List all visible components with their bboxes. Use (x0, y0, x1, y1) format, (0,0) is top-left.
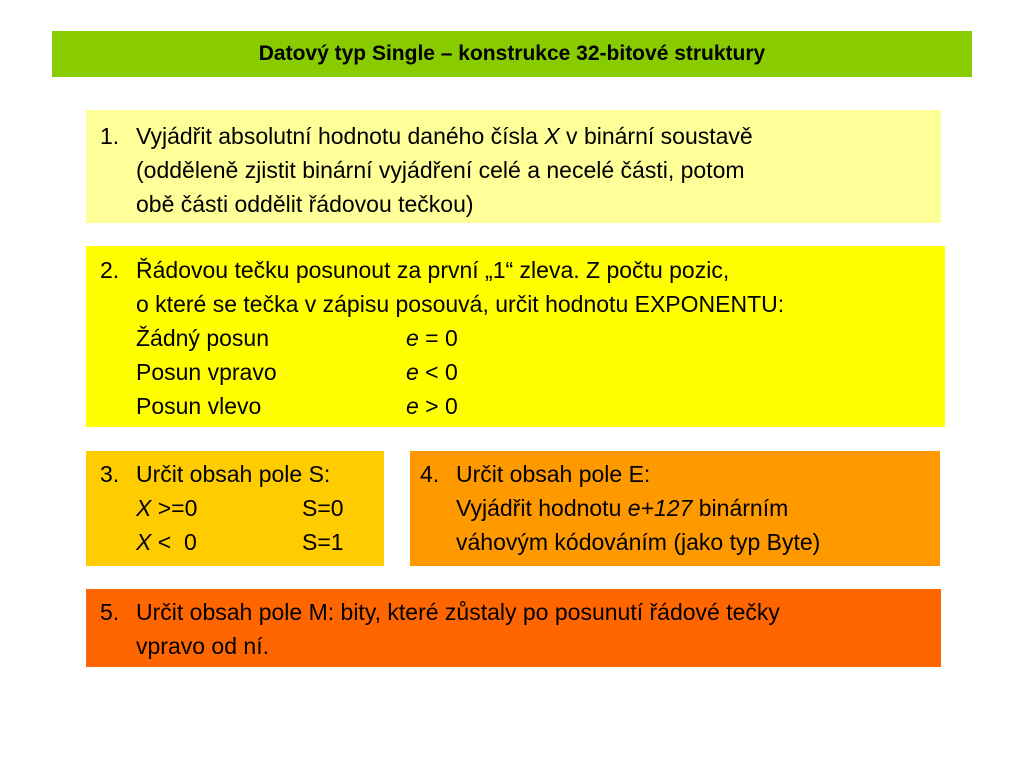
sign-row (136, 525, 376, 559)
step-4-line-1: Určit obsah pole E: (456, 461, 651, 487)
exponent-row-relation: > 0 (418, 393, 458, 419)
step-1-number: 1. (100, 123, 120, 149)
step-5-line-2: vpravo od ní. (136, 633, 269, 659)
sign-row-condition: >=0 (151, 495, 198, 521)
step-3-line-1: Určit obsah pole S: (136, 461, 331, 487)
step-1-box (86, 110, 941, 223)
exponent-row-variable: e (406, 359, 419, 385)
sign-row-variable: X (136, 529, 152, 555)
step-3-box (86, 451, 384, 566)
sign-row-result: S=0 (302, 495, 344, 521)
slide-title-bar (52, 31, 972, 77)
sign-row (136, 491, 376, 525)
step-2-line-2: o které se tečka v zápisu posouvá, určit hodnotu EXPONENTU: (136, 291, 785, 317)
sign-row-variable: X (136, 495, 152, 521)
step-2-line-1: Řádovou tečku posunout za první „1“ zleva. Z počtu pozic, (136, 257, 730, 283)
step-2-box (86, 246, 945, 427)
step-5-line-1: Určit obsah pole M: bity, které zůstaly po posunutí řádové tečky (136, 599, 780, 625)
step-4-text: Vyjádřit hodnotu (456, 495, 628, 521)
step-1-line-2: (odděleně zjistit binární vyjádření celé a necelé části, potom (136, 157, 745, 183)
step-1-line-3: obě části oddělit řádovou tečkou) (136, 191, 474, 217)
exponent-row (136, 321, 937, 355)
step-1-line-1 (136, 119, 933, 153)
step-4-line-3: váhovým kódováním (jako typ Byte) (456, 529, 821, 555)
step-5-number: 5. (100, 599, 120, 625)
sign-row-result: S=1 (302, 529, 344, 555)
step-1-text-end: v binární soustavě (559, 123, 753, 149)
step-4-line-2 (456, 491, 932, 525)
exponent-row (136, 355, 937, 389)
exponent-row-relation: = 0 (418, 325, 458, 351)
exponent-row-label: Posun vpravo (136, 359, 277, 385)
step-1-text: Vyjádřit absolutní hodnotu daného čísla (136, 123, 545, 149)
step-2-number: 2. (100, 257, 120, 283)
step-1-variable: X (544, 123, 560, 149)
step-4-text-end: binárním (692, 495, 789, 521)
exponent-row-relation: < 0 (418, 359, 458, 385)
step-5-box (86, 589, 941, 667)
step-3-number: 3. (100, 461, 120, 487)
exponent-row-variable: e (406, 325, 419, 351)
exponent-row-variable: e (406, 393, 419, 419)
step-4-number: 4. (420, 461, 440, 487)
slide-title: Datový typ Single – konstrukce 32-bitové struktury (258, 42, 766, 65)
step-4-expression: e+127 (627, 495, 693, 521)
exponent-row-label: Žádný posun (136, 325, 269, 351)
exponent-row (136, 389, 937, 423)
exponent-row-label: Posun vlevo (136, 393, 262, 419)
step-4-box (410, 451, 940, 566)
sign-row-condition: < 0 (151, 529, 197, 555)
